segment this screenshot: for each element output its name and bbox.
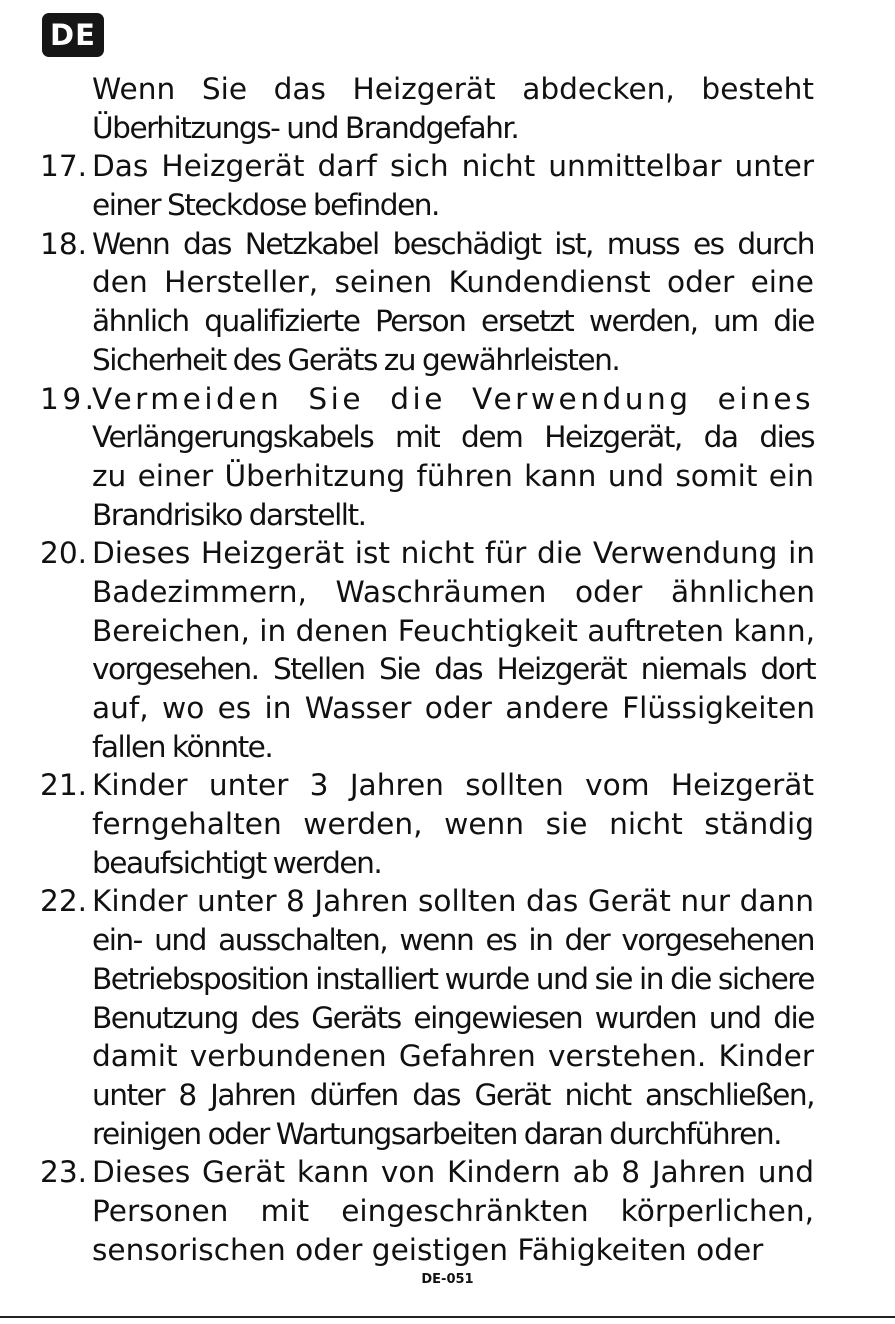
text-line: einer Steckdose befinden. (92, 188, 439, 223)
list-item-22 (40, 882, 814, 1153)
text-line: ferngehalten werden, wenn sie nicht ständig (92, 807, 814, 842)
item-number: 22. (40, 884, 88, 919)
list-item-18 (40, 225, 814, 380)
list-item-23 (40, 1153, 814, 1269)
item-number: 18. (40, 226, 88, 261)
text-line: ein- und ausschalten, wenn es in der vorgesehenen (92, 923, 814, 958)
text-line: reinigen oder Wartungsarbeiten daran durchführen. (92, 1116, 782, 1151)
text-line: Das Heizgerät darf sich nicht unmittelbar unter (92, 149, 814, 184)
text-line: ähnlich qualifizierte Person ersetzt werden, um die (92, 304, 814, 339)
list-item-20 (40, 534, 814, 766)
list-item-17 (40, 147, 814, 224)
text-line: sensorischen oder geistigen Fähigkeiten oder (92, 1232, 764, 1267)
continued-paragraph (40, 70, 814, 147)
text-line: den Hersteller, seinen Kundendienst oder eine (92, 265, 814, 300)
text-line: Überhitzungs- und Brandgefahr. (92, 110, 519, 145)
text-line: Dieses Heizgerät ist nicht für die Verwendung in (92, 536, 816, 571)
text-line: Betriebsposition installiert wurde und sie in die sichere (92, 961, 814, 996)
text-line: Kinder unter 8 Jahren sollten das Gerät nur dann (92, 884, 814, 919)
text-line: beaufsichtigt werden. (92, 845, 382, 880)
item-number: 19. (40, 381, 98, 416)
page-number: DE-051 (421, 1272, 474, 1287)
text-line: Dieses Gerät kann von Kindern ab 8 Jahren und (92, 1155, 814, 1190)
list-item-19 (40, 380, 814, 535)
text-line: Kinder unter 3 Jahren sollten vom Heizgerät (92, 768, 814, 803)
text-line: unter 8 Jahren dürfen das Gerät nicht anschließen, (92, 1077, 814, 1112)
text-line: Wenn Sie das Heizgerät abdecken, besteht (92, 72, 814, 106)
item-number: 17. (40, 149, 88, 184)
text-line: damit verbundenen Gefahren verstehen. Kinder (92, 1039, 814, 1074)
item-number: 20. (40, 536, 88, 571)
item-number: 23. (40, 1155, 88, 1190)
instruction-text (40, 70, 814, 1269)
text-line: Sicherheit des Geräts zu gewährleisten. (92, 342, 620, 377)
text-line: Vermeiden Sie die Verwendung eines (92, 381, 814, 416)
text-line: Personen mit eingeschränkten körperlichen, (92, 1193, 814, 1228)
bottom-divider (0, 1316, 895, 1318)
text-line: Wenn das Netzkabel beschädigt ist, muss es durch (92, 226, 814, 261)
text-line: Badezimmern, Waschräumen oder ähnlichen (92, 574, 816, 609)
text-line: Bereichen, in denen Feuchtigkeit auftreten kann, (92, 613, 816, 648)
list-item-21 (40, 766, 814, 882)
text-line: vorgesehen. Stellen Sie das Heizgerät niemals dort (92, 652, 816, 687)
text-line: auf, wo es in Wasser oder andere Flüssigkeiten (92, 691, 816, 725)
text-line: zu einer Überhitzung führen kann und somit ein (92, 458, 814, 493)
language-badge: DE (42, 13, 104, 57)
text-line: fallen könnte. (92, 729, 273, 764)
item-number: 21. (40, 768, 88, 803)
text-line: Verlängerungskabels mit dem Heizgerät, da dies (92, 420, 814, 455)
text-line: Benutzung des Geräts eingewiesen wurden und die (92, 1000, 814, 1035)
text-line: Brandrisiko darstellt. (92, 497, 366, 532)
